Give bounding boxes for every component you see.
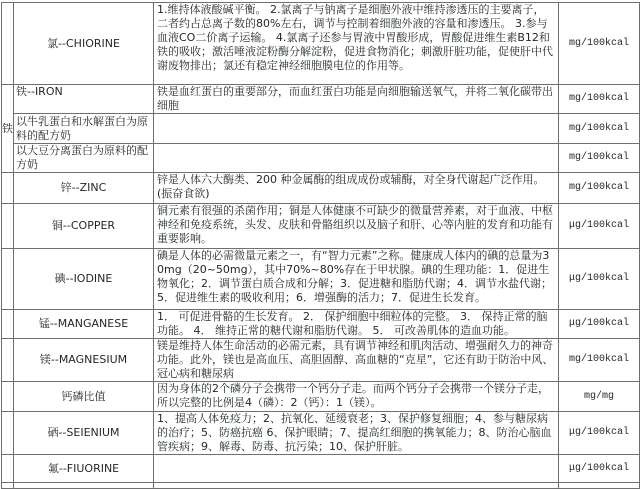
element-name-cell: [14, 483, 154, 489]
element-name-cell: 碘--IODINE: [14, 249, 154, 310]
unit-cell: μg/100kcal: [559, 204, 640, 249]
table-row-partial: [2, 483, 640, 489]
unit-cell: mg/100kcal: [559, 173, 640, 204]
description-cell: 碘是人体的必需微量元素之一，有“智力元素”之称。健康成人体内的碘的总量为30mg（20~50mg），其中70%~80%存在于甲状腺。碘的生理功能：1．促进生物氧化；2．调节蛋白质合成和分解；3．促进糖和脂肪代谢；4．调节水盐代谢；5．促进维生素的吸收利用；6．增强酶的活力；7．促进生长发育。: [154, 249, 559, 310]
element-name-cell: 钙磷比值: [14, 382, 154, 412]
element-name-cell: 镁--MAGNESIUM: [14, 339, 154, 382]
element-name-cell: 铁--IRON: [14, 85, 154, 114]
unit-cell: mg/100kcal: [559, 144, 640, 173]
unit-cell: μg/100kcal: [559, 249, 640, 310]
element-name-cell: 氯--CHIORINE: [14, 3, 154, 85]
mineral-nutrition-table-page: [0, 2, 640, 475]
unit-cell: μg/100kcal: [559, 455, 640, 483]
element-name-cell: 硒--SEIENIUM: [14, 412, 154, 455]
table-row-copper: [2, 204, 640, 249]
unit-cell: μg/100kcal: [559, 412, 640, 455]
description-cell: 铜元素有很强的杀菌作用；铜是人体健康不可缺少的微量营养素，对于血液、中枢神经和免疫系统，头发、皮肤和骨骼组织以及脑子和肝、心等内脏的发育和功能有重要影响。: [154, 204, 559, 249]
description-cell: 因为身体的2个磷分子会携带一个钙分子走。而两个钙分子会携带一个镁分子走，所以完整的比例是4（磷）：2（钙）：1（镁）。: [154, 382, 559, 412]
unit-cell: mg/mg: [559, 382, 640, 412]
table-row-selenium: [2, 412, 640, 455]
group-spacer-cell: [2, 483, 14, 489]
mineral-nutrition-table: [1, 2, 640, 489]
element-name-cell: 锰--MANGANESE: [14, 310, 154, 339]
description-cell: 1． 可促进骨骼的生长发育。 2． 保护细胞中细粒体的完整。 3． 保持正常的脑功能。 4． 维持正常的糖代谢和脂肪代谢。 5． 可改善肌体的造血功能。: [154, 310, 559, 339]
description-cell: 1、提高人体免疫力；2、抗氧化、延缓衰老；3、保护修复细胞；4、参与糖尿病的治疗；5、防癌抗癌 6、保护眼睛；7、提高红细胞的携氧能力；8、防治心脑血管疾病；9、解毒、防毒、抗污染；10、保护肝脏。: [154, 412, 559, 455]
description-cell: 镁是维持人体生命活动的必需元素，具有调节神经和肌肉活动、增强耐久力的神奇功能。此外，镁也是高血压、高胆固醇、高血糖的“克星”，它还有助于防治中风、冠心病和糖尿病: [154, 339, 559, 382]
unit-cell: [559, 483, 640, 489]
table-row-iron: [2, 85, 640, 114]
table-row-ca-p-ratio: [2, 382, 640, 412]
table-row-zinc: [2, 173, 640, 204]
description-cell: 铁是血红蛋白的重要部分，而血红蛋白功能是向细胞输送氧气，并将二氧化碳带出细胞: [154, 85, 559, 114]
group-spacer-cell: [2, 455, 14, 483]
group-spacer-cell: [2, 339, 14, 382]
unit-cell: mg/100kcal: [559, 114, 640, 144]
group-spacer-cell: [2, 310, 14, 339]
group-spacer-cell: [2, 204, 14, 249]
formula-type-cell: 以大豆分离蛋白为原料的配方奶: [14, 144, 154, 173]
table-row-magnesium: [2, 339, 640, 382]
description-cell: 1.维持体液酸碱平衡。 2.氯离子与钠离子是细胞外液中维持渗透压的主要离子，二者约占总离子数的80%左右，调节与控制着细胞外液的容量和渗透压。 3.参与血液CO二价离子运输。 4.氯离子还参与胃液中胃酸形成，胃酸促进维生素B12和铁的吸收；激活唾液淀粉酶分解淀粉，促进食物消化；刺激肝脏功能，促使肝中代谢废物排出；氯还有稳定神经细胞膜电位的作用等。: [154, 3, 559, 85]
table-row-iron-soy-formula: [2, 144, 640, 173]
table-row-iron-milk-formula: [2, 114, 640, 144]
group-spacer-cell: [2, 412, 14, 455]
unit-cell: mg/100kcal: [559, 339, 640, 382]
table-row-manganese: [2, 310, 640, 339]
group-spacer-cell: [2, 249, 14, 310]
table-row-fluorine: [2, 455, 640, 483]
table-row-iodine: [2, 249, 640, 310]
element-name-cell: 锌--ZINC: [14, 173, 154, 204]
group-spacer-cell: [2, 173, 14, 204]
unit-cell: mg/100kcal: [559, 85, 640, 114]
unit-cell: mg/100kcal: [559, 3, 640, 85]
iron-group-cell: 铁: [2, 85, 14, 173]
element-name-cell: 铜--COPPER: [14, 204, 154, 249]
table-row-chlorine: [2, 3, 640, 85]
group-spacer-cell: [2, 3, 14, 85]
unit-cell: μg/100kcal: [559, 310, 640, 339]
description-cell: [154, 455, 559, 483]
element-name-cell: 氟--FIUORINE: [14, 455, 154, 483]
description-cell: [154, 114, 559, 144]
description-cell: [154, 144, 559, 173]
description-cell: [154, 483, 559, 489]
formula-type-cell: 以牛乳蛋白和水解蛋白为原料的配方奶: [14, 114, 154, 144]
description-cell: 锌是人体六大酶类、200 种金属酶的组成成份或辅酶，对全身代谢起广泛作用。 (振奋食欲): [154, 173, 559, 204]
group-spacer-cell: [2, 382, 14, 412]
